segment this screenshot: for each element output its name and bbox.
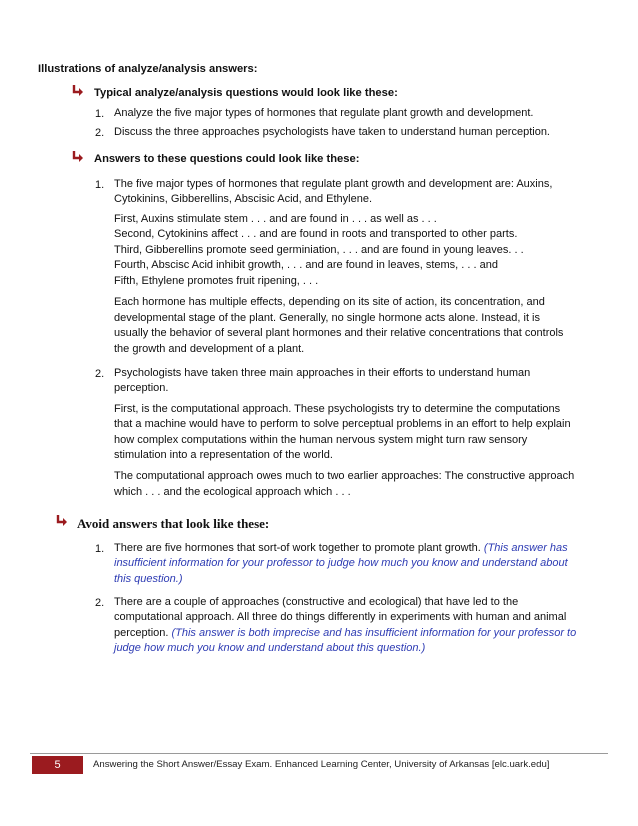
answer-1-para2-line: usually the behavior of several plant hormones and their relative concentrations that controls (114, 327, 564, 339)
avoid-1-line (114, 541, 568, 557)
answer-2-para1-line: how complex computations within the human nervous system might turn raw sensory (114, 434, 528, 446)
avoid-1-note-line: this question.) (114, 573, 183, 585)
avoid-1-note: (This answer has (483, 542, 568, 554)
section-heading: Illustrations of analyze/analysis answers: (38, 63, 258, 75)
answer-2-para1-line: that a machine would have to perform to solve perceptual problems in an effort to help explain (114, 418, 571, 430)
avoid-2-note: (This answer is both imprecise and has insufficient information for your professor to (171, 627, 577, 639)
avoid-1-number: 1. (95, 543, 105, 555)
curved-arrow-icon (71, 150, 85, 164)
avoid-1-note-line: insufficient information for your professor to judge how much you know and understand about (114, 557, 568, 569)
question-1-number: 1. (95, 108, 105, 120)
answer-1-para1-line: Fourth, Abscisc Acid inhibit growth, . . . and are found in leaves, stems, . . . and (114, 259, 498, 271)
footer-divider (30, 753, 608, 754)
question-2-number: 2. (95, 127, 105, 139)
avoid-2-number: 2. (95, 597, 105, 609)
answers-heading: Answers to these questions could look like these: (94, 153, 360, 165)
answer-1-para1-line: First, Auxins stimulate stem . . . and are found in . . . as well as . . . (114, 213, 437, 225)
answer-2-line: Psychologists have taken three main approaches in their efforts to understand human (114, 367, 531, 379)
curved-arrow-icon (71, 84, 85, 98)
avoid-1-text: There are five hormones that sort-of work together to promote plant growth. (114, 542, 484, 554)
answer-2-para1-line: First, is the computational approach. These psychologists try to determine the computations (114, 403, 561, 415)
answer-2-para2-line: The computational approach owes much to two earlier approaches: The constructive approach (114, 470, 575, 482)
answer-2-line: perception. (114, 382, 169, 394)
questions-heading: Typical analyze/analysis questions would look like these: (94, 87, 398, 99)
answer-1-para2-line: Each hormone has multiple effects, depending on its site of action, its concentration, and (114, 296, 545, 308)
answer-1-para1-line: Third, Gibberellins promote seed germiniation, . . . and are found in young leaves. . . (114, 244, 524, 256)
avoid-2-note-line: judge how much you know and understand about this question.) (114, 642, 426, 654)
avoid-2-text: perception. (114, 627, 172, 639)
avoid-2-line: There are a couple of approaches (constructive and ecological) that have led to the (114, 596, 519, 608)
answer-2-para1-line: stimulation into a representation of the world. (114, 449, 333, 461)
answer-1-para2-line: the growth and development of a plant. (114, 343, 305, 355)
answer-1-para2-line: developmental stage of the plant. Generally, no single hormone acts alone. Instead, it is (114, 312, 540, 324)
answer-1-para1-line: Fifth, Ethylene promotes fruit ripening, . . . (114, 275, 319, 287)
answer-1-line: The five major types of hormones that regulate plant growth and development are: Auxins, (114, 178, 553, 190)
curved-arrow-icon (55, 514, 69, 528)
question-1-text: Analyze the five major types of hormones that regulate plant growth and development. (114, 107, 534, 119)
answer-1-para1-line: Second, Cytokinins affect . . . and are found in roots and transported to other parts. (114, 228, 518, 240)
footer-text: Answering the Short Answer/Essay Exam. Enhanced Learning Center, University of Arkansas [elc.uark.edu] (93, 759, 550, 770)
answer-1-number: 1. (95, 179, 105, 191)
question-2-text: Discuss the three approaches psychologists have taken to understand human perception. (114, 126, 550, 138)
avoid-heading: Avoid answers that look like these: (77, 516, 270, 531)
answer-1-line: Cytokinins, Gibberellins, Abscisic Acid, and Ethylene. (114, 193, 373, 205)
avoid-2-line: computational approach. All three do things differently in experiments with human and animal (114, 611, 567, 623)
answer-2-para2-line: which . . . and the ecological approach which . . . (114, 486, 351, 498)
avoid-2-line (114, 626, 576, 642)
page-number: 5 (32, 756, 83, 774)
answer-2-number: 2. (95, 368, 105, 380)
